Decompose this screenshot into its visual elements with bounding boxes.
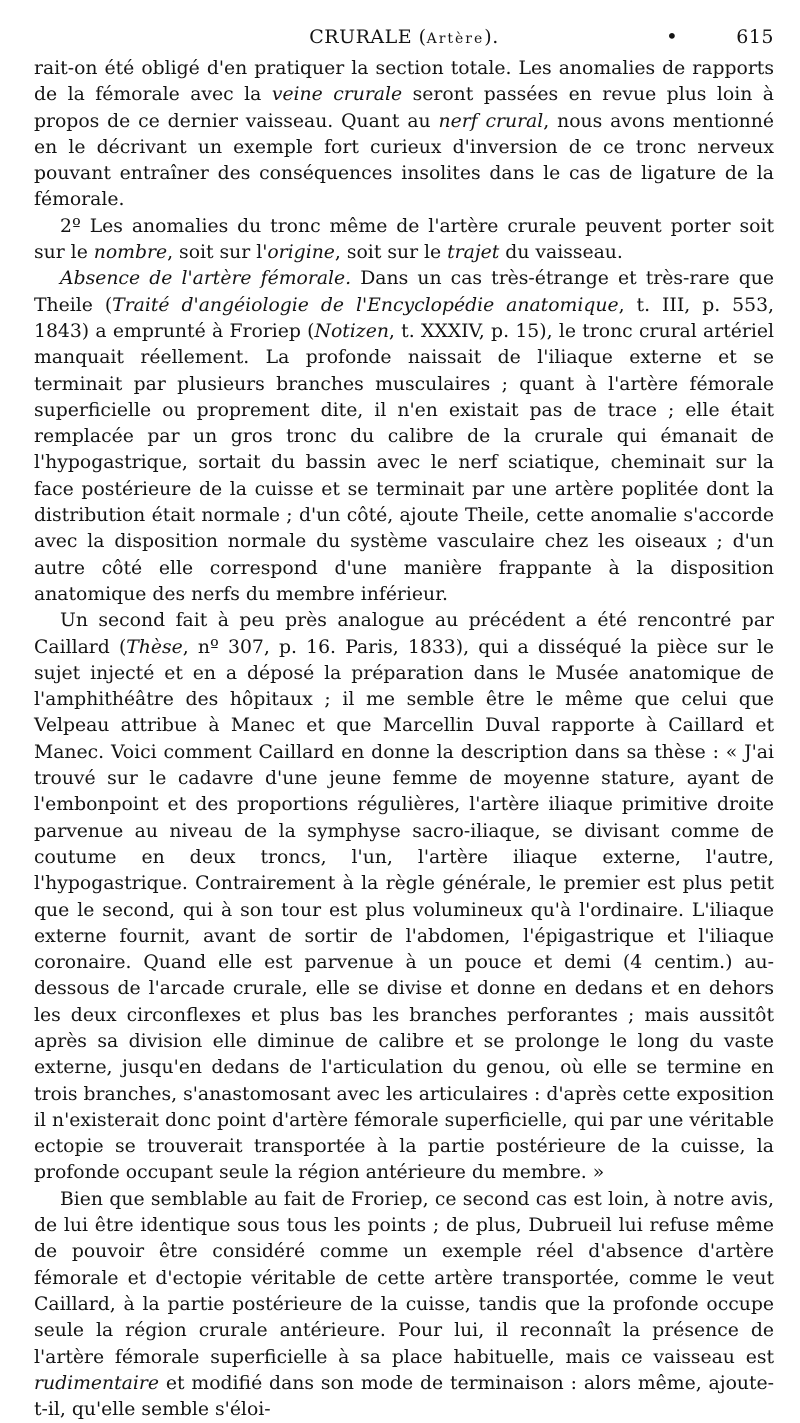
paragraph [34,56,774,214]
italic-text: veine crurale [271,84,403,106]
paragraph [34,1187,774,1423]
text-run: , nº 307, p. 16. Paris, 1833), qui a disséqué la pièce sur le sujet injecté et en a déposé la préparation dans le Musée anatomique de l'amphithéâtre des hôpitaux ; il me semble être le même que celui que Velpeau attribue à Manec et que Marcellin Duval rapporte à Caillard et Manec. Voici comment Caillard en donne la description dans sa thèse : « J'ai trouvé sur le cadavre d'une jeune femme de moyenne stature, ayant de l'embonpoint et des proportions régulières, l'artère iliaque primitive droite parvenue au niveau de la symphyse sacro-iliaque, se divisant comme de coutume en deux troncs, l'un, l'artère iliaque externe, l'autre, l'hypogastrique. Contrairement à la règle générale, le premier est plus petit que le second, qui à son tour est plus volumineux qu'à l'ordinaire. L'iliaque externe fournit, avant de sortir de l'abdomen, l'épigastrique et l'iliaque coronaire. Quand elle est parvenue à un pouce et demi (4 centim.) au-dessous de l'arcade crurale, elle se divise et donne en dedans et en dehors les deux circonflexes et plus bas les branches perforantes ; mais aussitôt après sa division elle diminue de calibre et se prolonge le long du vaste externe, jusqu'en dedans de l'articulation du genou, où elle se termine en trois branches, s'anastomosant avec les articulaires : d'après cette exposition il n'existerait donc point d'artère fémorale superficielle, qui par une véritable ectopie se trouverait transportée à la partie postérieure de la cuisse, la profonde occupant seule la région antérieure du membre. » [34,636,774,1184]
italic-text: Traité d'angéiologie de l'Encyclopédie anatomique [112,294,619,316]
running-title-smallcaps: Artère [426,31,485,47]
text-run: seront passées en revue plus loin à propos de ce dernier vaisseau. Quant au [34,84,774,132]
text-run: Dans un cas très-étrange et très-rare que Theile ( [34,268,774,316]
text-run: , nous avons mentionné en le décrivant un exemple fort curieux d'inversion de ce tronc nerveux pouvant entraîner des conséquences insolites dans le cas de ligature de la fémorale. [34,110,774,211]
paragraph [34,266,774,608]
text-run: Un second fait à peu près analogue au précédent a été rencontré par Caillard ( [34,610,774,658]
text-run: rait-on été obligé d'en pratiquer la section totale. Les anomalies de rapports de la fémorale avec la [34,58,774,106]
italic-text: origine [267,242,335,264]
italic-text: trajet [447,242,500,264]
italic-text: Notizen [314,320,389,342]
text-run: du vaisseau. [499,242,623,264]
text-run: , soit sur le [334,242,448,264]
paragraph [34,608,774,1187]
body-text [34,56,774,1423]
ornament-dot: • [666,24,679,48]
text-run: , t. XXXIV, p. 15), le tronc crural artériel manquait réellement. La profonde naissait de l'iliaque externe et se terminait par plusieurs branches musculaires ; quant à l'artère fémorale superficielle ou proprement dite, il n'en existait pas de trace ; elle était remplacée par un gros tronc du calibre de la crurale qui émanait de l'hypogastrique, sortait du bassin avec le nerf sciatique, cheminait sur la face postérieure de la cuisse et se terminait par une artère poplitée dont la distribution était normale ; d'un côté, ajoute Theile, cette anomalie s'accorde avec la disposition normale du système vasculaire chez les oiseaux ; d'un autre côté elle correspond d'une manière frappante à la disposition anatomique des nerfs du membre inférieur. [34,320,774,605]
italic-text: nerf crural [438,110,544,132]
italic-text: Thèse [126,636,183,658]
text-run: , t. III, p. 553, 1843) a emprunté à Froriep ( [34,294,774,342]
text-run: Bien que semblable au fait de Froriep, ce second cas est loin, à notre avis, de lui être identique sous tous les points ; de plus, Dubrueil lui refuse même de pouvoir être considéré comme un exemple réel d'absence d'artère fémorale et d'ectopie véritable de cette artère transportée, comme le veut Caillard, à la partie postérieure de la cuisse, tandis que la profonde occupe seule la région crurale antérieure. Pour lui, il reconnaît la présence de l'artère fémorale superficielle à sa place habituelle, mais ce vaisseau est [34,1188,774,1368]
running-title-main: CRURALE ( [309,26,427,48]
italic-text: nombre [93,242,168,264]
text-run: , soit sur l' [167,242,268,264]
text-run: et modifié dans son mode de terminaison : alors même, ajoute-t-il, qu'elle semble s'éloi- [34,1372,774,1421]
running-title [34,26,774,48]
paragraph [34,214,774,267]
text-run: 2º Les anomalies du tronc même de l'artère crurale peuvent porter soit sur le [34,215,774,264]
italic-text: Absence de l'artère fémorale. [60,268,352,290]
italic-text: rudimentaire [34,1372,159,1394]
running-title-end: ). [484,26,499,48]
running-head [34,26,774,56]
page-number: 615 [736,26,774,48]
